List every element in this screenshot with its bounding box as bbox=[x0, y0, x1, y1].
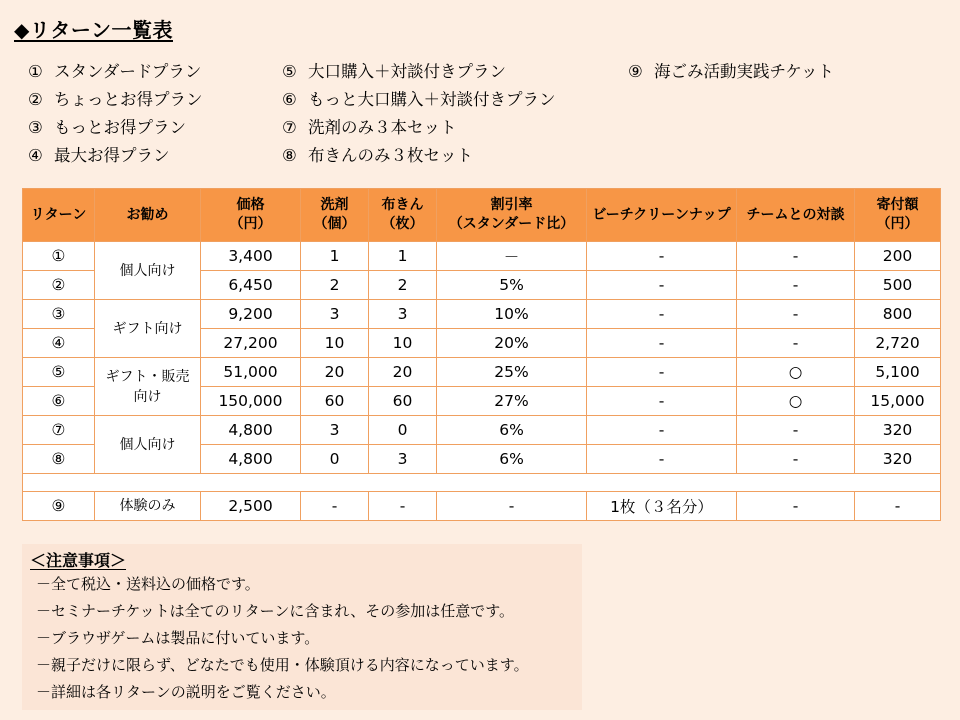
cell-beach: 1枚（３名分） bbox=[587, 492, 737, 521]
cell-donation: 5,100 bbox=[855, 358, 941, 387]
header-recommend: お勧め bbox=[95, 189, 201, 242]
cell-price: 9,200 bbox=[201, 300, 301, 329]
cell-discount: 6% bbox=[437, 416, 587, 445]
note-item: －親子だけに限らず、どなたでも使用・体験頂ける内容になっています。 bbox=[36, 656, 529, 674]
plan-number: ⑧ bbox=[282, 146, 297, 165]
cell-detergent: 2 bbox=[301, 271, 369, 300]
cell-id: ③ bbox=[23, 300, 95, 329]
header-detergent: 洗剤 （個） bbox=[301, 189, 369, 242]
header-donation: 寄付額 （円） bbox=[855, 189, 941, 242]
plan-list bbox=[0, 62, 960, 172]
cell-cloth: 20 bbox=[369, 358, 437, 387]
cell-beach: - bbox=[587, 387, 737, 416]
cell-donation: 200 bbox=[855, 242, 941, 271]
plan-number: ④ bbox=[28, 146, 43, 165]
cell-recommend: 個人向け bbox=[95, 242, 201, 300]
cell-discount: 25% bbox=[437, 358, 587, 387]
cell-beach: - bbox=[587, 416, 737, 445]
cell-talk: - bbox=[737, 271, 855, 300]
plan-name: ちょっとお得プラン bbox=[54, 90, 203, 109]
cell-price: 2,500 bbox=[201, 492, 301, 521]
plan-item bbox=[282, 118, 457, 138]
cell-detergent: 0 bbox=[301, 445, 369, 474]
cell-cloth: 3 bbox=[369, 300, 437, 329]
plan-name: スタンダードプラン bbox=[54, 62, 202, 81]
plan-item bbox=[28, 90, 203, 110]
cell-donation: 320 bbox=[855, 445, 941, 474]
plan-number: ⑦ bbox=[282, 118, 297, 137]
cell-donation: 2,720 bbox=[855, 329, 941, 358]
cell-cloth: 3 bbox=[369, 445, 437, 474]
plan-item bbox=[282, 62, 506, 82]
cell-detergent: 20 bbox=[301, 358, 369, 387]
cell-cloth: 1 bbox=[369, 242, 437, 271]
cell-price: 4,800 bbox=[201, 445, 301, 474]
cell-detergent: 10 bbox=[301, 329, 369, 358]
table-row bbox=[23, 242, 941, 271]
cell-id: ⑧ bbox=[23, 445, 95, 474]
plan-item bbox=[28, 118, 186, 138]
plan-name: もっと大口購入＋対談付きプラン bbox=[308, 90, 556, 109]
plan-name: 大口購入＋対談付きプラン bbox=[308, 62, 506, 81]
plan-item bbox=[282, 90, 556, 110]
cell-talk: ○ bbox=[737, 358, 855, 387]
cell-id: ⑦ bbox=[23, 416, 95, 445]
notes-title: ＜注意事項＞ bbox=[30, 551, 127, 570]
cell-discount: － bbox=[437, 242, 587, 271]
table-header-row bbox=[23, 189, 941, 242]
cell-recommend: ギフト向け bbox=[95, 300, 201, 358]
cell-donation: 800 bbox=[855, 300, 941, 329]
plan-item bbox=[628, 62, 834, 82]
cell-talk: - bbox=[737, 242, 855, 271]
cell-cloth: 10 bbox=[369, 329, 437, 358]
note-item: －セミナーチケットは全てのリターンに含まれ、その参加は任意です。 bbox=[36, 602, 515, 620]
header-price: 価格 （円） bbox=[201, 189, 301, 242]
note-item: －全て税込・送料込の価格です。 bbox=[36, 575, 260, 593]
table-spacer-row bbox=[23, 474, 941, 492]
header-return: リターン bbox=[23, 189, 95, 242]
cell-beach: - bbox=[587, 271, 737, 300]
cell-price: 150,000 bbox=[201, 387, 301, 416]
plan-item bbox=[282, 146, 473, 166]
cell-beach: - bbox=[587, 242, 737, 271]
cell-discount: 20% bbox=[437, 329, 587, 358]
plan-item bbox=[28, 62, 201, 82]
note-item: －詳細は各リターンの説明をご覧ください。 bbox=[36, 683, 336, 701]
plan-number: ⑨ bbox=[628, 62, 643, 81]
cell-talk: ○ bbox=[737, 387, 855, 416]
cell-price: 27,200 bbox=[201, 329, 301, 358]
cell-beach: - bbox=[587, 329, 737, 358]
cell-beach: - bbox=[587, 445, 737, 474]
cell-cloth: 60 bbox=[369, 387, 437, 416]
cell-beach: - bbox=[587, 300, 737, 329]
cell-recommend: 体験のみ bbox=[95, 492, 201, 521]
table-row bbox=[23, 358, 941, 387]
cell-price: 3,400 bbox=[201, 242, 301, 271]
header-discount: 割引率 （スタンダード比） bbox=[437, 189, 587, 242]
cell-beach: - bbox=[587, 358, 737, 387]
cell-discount: 5% bbox=[437, 271, 587, 300]
cell-cloth: - bbox=[369, 492, 437, 521]
plan-name: もっとお得プラン bbox=[54, 118, 186, 137]
plan-number: ⑥ bbox=[282, 90, 297, 109]
cell-donation: 15,000 bbox=[855, 387, 941, 416]
cell-price: 6,450 bbox=[201, 271, 301, 300]
cell-cloth: 0 bbox=[369, 416, 437, 445]
header-team-talk: チームとの対談 bbox=[737, 189, 855, 242]
cell-discount: 6% bbox=[437, 445, 587, 474]
plan-number: ① bbox=[28, 62, 43, 81]
cell-discount: 27% bbox=[437, 387, 587, 416]
plan-number: ⑤ bbox=[282, 62, 297, 81]
plan-item bbox=[28, 146, 170, 166]
cell-discount: - bbox=[437, 492, 587, 521]
cell-discount: 10% bbox=[437, 300, 587, 329]
cell-detergent: 3 bbox=[301, 416, 369, 445]
cell-talk: - bbox=[737, 416, 855, 445]
cell-recommend: ギフト・販売 向け bbox=[95, 358, 201, 416]
cell-donation: 320 bbox=[855, 416, 941, 445]
cell-talk: - bbox=[737, 492, 855, 521]
table-row bbox=[23, 492, 941, 521]
cell-cloth: 2 bbox=[369, 271, 437, 300]
cell-id: ⑤ bbox=[23, 358, 95, 387]
plan-name: 最大お得プラン bbox=[54, 146, 170, 165]
cell-detergent: 1 bbox=[301, 242, 369, 271]
cell-id: ① bbox=[23, 242, 95, 271]
cell-id: ④ bbox=[23, 329, 95, 358]
table-row bbox=[23, 416, 941, 445]
plan-name: 海ごみ活動実践チケット bbox=[654, 62, 835, 81]
header-beach-cleanup: ビーチクリーンナップ bbox=[587, 189, 737, 242]
cell-id: ② bbox=[23, 271, 95, 300]
cell-donation: 500 bbox=[855, 271, 941, 300]
cell-talk: - bbox=[737, 329, 855, 358]
return-table bbox=[22, 188, 941, 521]
note-item: －ブラウザゲームは製品に付いています。 bbox=[36, 629, 320, 647]
page-title: ◆リターン一覧表 bbox=[14, 18, 173, 42]
table-row bbox=[23, 300, 941, 329]
cell-talk: - bbox=[737, 445, 855, 474]
cell-recommend: 個人向け bbox=[95, 416, 201, 474]
cell-detergent: 60 bbox=[301, 387, 369, 416]
notes-box bbox=[22, 544, 582, 710]
header-cloth: 布きん （枚） bbox=[369, 189, 437, 242]
cell-price: 4,800 bbox=[201, 416, 301, 445]
cell-price: 51,000 bbox=[201, 358, 301, 387]
cell-id: ⑨ bbox=[23, 492, 95, 521]
spacer-cell bbox=[23, 474, 941, 492]
cell-donation: - bbox=[855, 492, 941, 521]
cell-detergent: - bbox=[301, 492, 369, 521]
plan-name: 洗剤のみ３本セット bbox=[308, 118, 457, 137]
plan-name: 布きんのみ３枚セット bbox=[308, 146, 473, 165]
cell-talk: - bbox=[737, 300, 855, 329]
plan-number: ③ bbox=[28, 118, 43, 137]
plan-number: ② bbox=[28, 90, 43, 109]
cell-id: ⑥ bbox=[23, 387, 95, 416]
cell-detergent: 3 bbox=[301, 300, 369, 329]
